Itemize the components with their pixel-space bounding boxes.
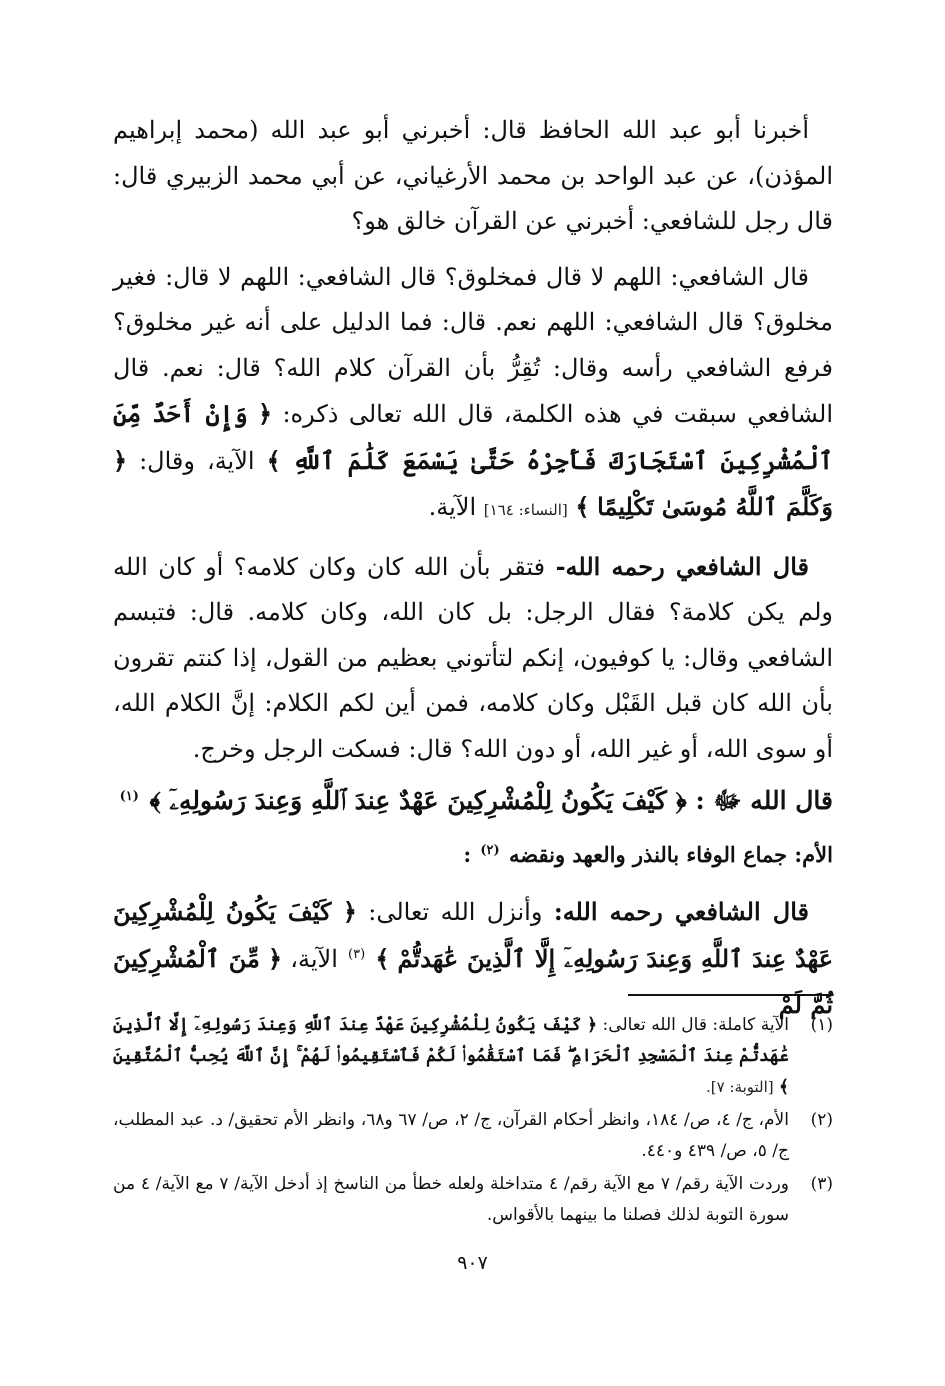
footnote-2 (113, 1105, 833, 1167)
main-text-block (113, 108, 833, 1039)
quran-open-bracket: ﴿ (342, 897, 357, 926)
footnote-number: (٣) (810, 1174, 833, 1194)
paragraph-2 (113, 255, 833, 534)
footnote-text (113, 1010, 789, 1103)
quran-close-bracket: ﴾ (575, 492, 590, 521)
footnote-1-citation: [التوبة: ٧]. (706, 1078, 774, 1096)
footnote-number: (٢) (810, 1110, 833, 1130)
quran-open-bracket: ﴿ (258, 399, 273, 428)
footnote-1 (113, 1010, 833, 1103)
paragraph-2-text-after: الآية. (428, 493, 477, 521)
paragraph-2-text-middle: الآية، وقال: (139, 446, 255, 475)
paragraph-4-text-middle: الآية، (290, 944, 338, 973)
paragraph-2-text-before: قال الشافعي: اللهم لا قال فمخلوق؟ قال الشافعي: اللهم لا قال: فغير مخلوق؟ قال الشافعي: اللهم نعم. قال: فما الدليل على أنه غير مخلوق؟ فرفع الشافعي رأسه وقال: تُقِرُّ بأن القرآن كلام الله؟ قال: نعم. قال الشافعي سبقت في هذه الكلمة، قال الله تعالى ذكره: (113, 262, 834, 428)
paragraph-1-text: أخبرنا أبو عبد الله الحافظ قال: أخبرني أبو عبد الله (محمد إبراهيم المؤذن)، عن عبد الواحد بن محمد الأرغياني، عن أبي محمد الزبيري قال: قال رجل للشافعي: أخبرني عن القرآن خالق هو؟ (113, 116, 833, 235)
verse-citation: [النساء: ١٦٤] (483, 501, 568, 519)
footnote-text: الأم، ج/ ٤، ص/ ١٨٤، وانظر أحكام القرآن، ج/ ٢، ص/ ٦٧ و٦٨، وانظر الأم تحقيق/ د. عبد المطلب، ج/ ٥، ص/ ٤٣٩ و٤٤٠. (113, 1110, 789, 1161)
quran-close-bracket: ﴾ (375, 943, 390, 973)
quran-close-bracket: ﴾ (149, 786, 161, 815)
quran-open-bracket: ﴿ (113, 445, 128, 475)
quran-verse-tawbah-4: مِّنَ ٱلْمُشْرِكِينَ ثُمَّ لَمْ (113, 943, 833, 1019)
paragraph-4-text-before: وأنزل الله تعالى: (368, 898, 543, 926)
paragraph-1 (113, 108, 833, 245)
footnote-mark-2: (٢) (480, 842, 500, 858)
quran-open-bracket: ﴿ (587, 1015, 598, 1035)
footnote-number: (١) (810, 1015, 833, 1035)
footnote-text: وردت الآية رقم/ ٧ مع الآية رقم/ ٤ متداخلة ولعله خطأ من الناسخ إذ أدخل الآية/ ٧ مع الآية/ ٤ من سورة التوبة لذلك فصلنا ما بينهما بالأقواس. (113, 1174, 789, 1225)
quran-verse-nisa-164: وَكَلَّمَ ٱللَّهُ مُوسَىٰ تَكْلِيمًا (597, 492, 833, 521)
page-number: ٩٠٧ (457, 1252, 488, 1274)
quran-close-bracket: ﴾ (779, 1077, 789, 1097)
footnotes-block (113, 1010, 833, 1233)
section-heading-text: الأم: جماع الوفاء بالنذر والعهد ونقضه (509, 841, 833, 867)
paragraph-3-lead: قال الشافعي رحمه الله- (555, 551, 810, 581)
paragraph-4 (113, 889, 833, 1029)
footnote-separator (628, 994, 833, 996)
verse-line-lead: قال الله ﷻ : (695, 786, 833, 815)
section-heading (113, 832, 833, 878)
quran-verse-tawbah-6: وَإِنْ أَحَدٌ مِّنَ ٱلْمُشْرِكِينَ ٱسْتَجَارَكَ فَأَجِرْهُ حَتَّىٰ يَسْمَعَ كَلَٰمَ ٱللَّهِ (113, 399, 834, 475)
quran-open-bracket: ﴿ (268, 943, 283, 973)
footnote-mark-3: (٣) (348, 946, 366, 962)
paragraph-4-lead: قال الشافعي رحمه الله: (553, 897, 809, 926)
paragraph-3-text: فتقر بأن الله كان وكان كلامه؟ أو كان الله ولم يكن كلامة؟ فقال الرجل: بل كان الله، وكان كلامه. قال: فتبسم الشافعي وقال: يا كوفيون، إنكم لتأتوني بعظيم من القول، إذا كنتم تقرون بأن الله كان قبل القَبْل وكان كلامه، فمن أين لكم الكلام: إنَّ الكلام الله، أو سوى الله، أو غير الله، أو دون الله؟ قال: فسكت الرجل وخرج. (113, 552, 834, 763)
quran-open-bracket: ﴿ (675, 786, 687, 815)
quran-verse-tawbah-7-full: كَيْفَ يَكُونُ لِلْمُشْرِكِينَ عَهْدٌ عِندَ ٱللَّهِ وَعِندَ رَسُولِهِۦٓ إِلَّا ٱلَّذِينَ عَٰهَدتُّمْ (113, 897, 834, 973)
footnote-mark-1: (١) (119, 788, 139, 804)
quran-verse-tawbah-7: كَيْفَ يَكُونُ لِلْمُشْرِكِينَ عَهْدٌ عِندَ ٱللَّهِ وَعِندَ رَسُولِهِۦٓ (169, 786, 667, 815)
footnote-1-quran: كَيْفَ يَكُونُ لِلْمُشْرِكِينَ عَهْدٌ عِندَ ٱللَّهِ وَعِندَ رَسُولِهِۦٓ إِلَّا ٱلَّذِينَ عَٰهَدتُّمْ عِندَ ٱلْمَسْجِدِ ٱلْحَرَامِ ۖ فَمَا ٱسْتَقَٰمُوا۟ لَكُمْ فَٱسْتَقِيمُوا۟ لَهُمْ ۚ إِنَّ ٱللَّهَ يُحِبُّ ٱلْمُتَّقِينَ (113, 1015, 789, 1066)
paragraph-3 (113, 544, 833, 773)
section-heading-colon: : (463, 841, 472, 867)
footnote-1-text-before: الآية كاملة: قال الله تعالى: (602, 1015, 789, 1035)
quran-close-bracket: ﴾ (266, 445, 281, 475)
verse-line (113, 778, 833, 824)
footnote-3 (113, 1169, 833, 1231)
